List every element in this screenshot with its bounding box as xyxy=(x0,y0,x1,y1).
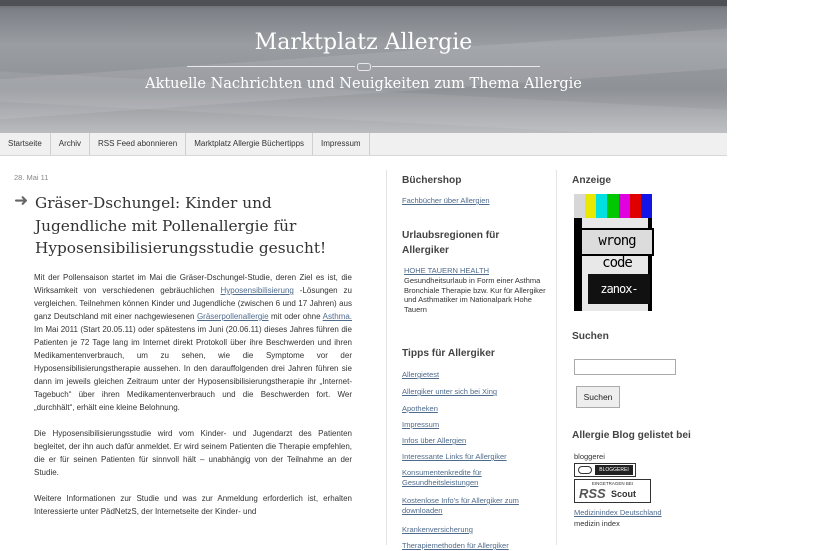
title-divider xyxy=(372,66,540,67)
test-pattern-bar xyxy=(574,194,585,218)
widget-title-gelistet: Allergie Blog gelistet bei xyxy=(572,430,691,441)
tipps-item[interactable]: Impressum xyxy=(402,420,440,429)
post-body xyxy=(34,271,352,531)
header-top-band xyxy=(0,0,727,6)
widget-title-urlaubsregionen: Urlaubsregionen für Allergiker xyxy=(402,230,500,256)
test-pattern-bar xyxy=(607,194,618,218)
nav-item-impressum[interactable]: Impressum xyxy=(313,133,370,155)
tipps-item[interactable]: Kostenlose Info's für Allergiker zum downloaden xyxy=(402,496,519,515)
medizinindex-label: medizin index xyxy=(574,519,620,528)
tipps-item[interactable]: Infos über Allergien xyxy=(402,436,467,445)
title-divider-ornament xyxy=(357,63,371,71)
test-pattern-bar xyxy=(619,194,630,218)
test-pattern-bars xyxy=(574,194,652,218)
main-navigation xyxy=(0,133,727,156)
post-date: 28. Mai 11 xyxy=(14,173,49,182)
nav-item-rss-feed[interactable]: RSS Feed abonnieren xyxy=(90,133,186,155)
tipps-item[interactable]: Krankenversicherung xyxy=(402,525,473,534)
widget-title-anzeige: Anzeige xyxy=(572,175,612,186)
scout-logo-text: Scout xyxy=(611,489,637,499)
tipps-item[interactable]: Konsumentenkredite für Gesundheitsleistungen xyxy=(402,468,482,487)
bloggerei-badge[interactable] xyxy=(574,463,636,477)
arrow-right-icon: ➜ xyxy=(14,191,29,211)
column-divider xyxy=(386,170,387,545)
tipps-item[interactable]: Allergietest xyxy=(402,370,440,379)
tipps-item[interactable]: Apotheken xyxy=(402,404,438,413)
link-asthma[interactable]: Asthma. xyxy=(322,312,352,321)
post-paragraph: Weitere Informationen zur Studie und was zur Anmeldung erforderlich ist, erhalten Interessierte unter PädNetzS, der Internetseite der Kinder- und xyxy=(34,494,352,516)
search-button[interactable]: Suchen xyxy=(576,386,620,408)
bloggerei-logo-icon xyxy=(578,466,592,474)
link-medizinindex[interactable]: Medizinindex Deutschland xyxy=(574,508,662,517)
link-graeserpollenallergie[interactable]: Gräserpollenallergie xyxy=(196,312,269,321)
widget-title-suchen: Suchen xyxy=(572,331,609,342)
link-hohe-tauern-health[interactable]: HOHE TAUERN HEALTH xyxy=(404,266,490,275)
urlaub-description: Gesundheitsurlaub in Form einer Asthma Bronchiale Therapie bzw. Kur für Allergiker und Asthmatiker im Nationalpark Hohe Tauern xyxy=(404,276,546,314)
test-pattern-bar xyxy=(641,194,652,218)
search-input[interactable] xyxy=(574,359,676,375)
link-hyposensibilisierung[interactable]: Hyposensibilisierung xyxy=(220,286,294,295)
tipps-item[interactable]: Allergiker unter sich bei Xing xyxy=(402,387,498,396)
nav-item-buchertipps[interactable]: Marktplatz Allergie Büchertipps xyxy=(186,133,313,155)
bloggerei-badge-text: BLOGGEREI xyxy=(595,465,633,475)
test-pattern-bar xyxy=(596,194,607,218)
column-divider xyxy=(556,170,557,545)
rss-scout-top-text: EINGETRAGEN BEI xyxy=(591,481,634,486)
site-header xyxy=(0,0,727,133)
rss-logo-text: RSS xyxy=(579,486,606,501)
test-pattern-bar xyxy=(585,194,596,218)
ad-affiliate-text: zanox-affiliate xyxy=(588,274,650,304)
ad-error-text: wrong code xyxy=(580,228,654,256)
site-title[interactable]: Marktplatz Allergie xyxy=(254,30,473,55)
advertisement-banner[interactable] xyxy=(574,194,652,326)
tipps-item[interactable]: Interessante Links für Allergiker xyxy=(402,452,507,461)
rss-scout-badge[interactable] xyxy=(574,479,651,503)
blog-post xyxy=(0,156,372,545)
tipps-item[interactable]: Therapiemethoden für Allergiker xyxy=(402,541,509,550)
widget-title-tipps: Tipps für Allergiker xyxy=(402,348,495,359)
site-subtitle: Aktuelle Nachrichten und Neuigkeiten zum Thema Allergie xyxy=(145,76,582,92)
title-divider xyxy=(187,66,355,67)
nav-item-startseite[interactable]: Startseite xyxy=(0,133,51,155)
post-title[interactable]: Gräser-Dschungel: Kinder und Jugendliche mit Pollenallergie für Hyposensibilisierungsstudie gesucht! xyxy=(35,194,327,257)
widget-title-buchershop: Büchershop xyxy=(402,175,462,186)
link-fachbuecher[interactable]: Fachbücher über Allergien xyxy=(402,196,490,205)
test-pattern-bar xyxy=(630,194,641,218)
bloggerei-label: bloggerei xyxy=(574,452,605,461)
post-paragraph: Die Hyposensibilisierungsstudie wird vom Kinder- und Jugendarzt des Patienten begleitet, der ihn auch dafür anmeldet. Er wird seinem Patienten die Therapie empfehlen, die er für seinen Patienten für sinnvoll hält – unabhängig von der Teilnahme an der Studie. xyxy=(34,429,352,477)
post-paragraph: Mit der Pollensaison startet im Mai die Gräser-Dschungel-Studie, deren Ziel es ist, die Wirksamkeit von verschiedenen gebräuchlichen Hyposensibilisierung -Lösungen zu vergleichen. Teilnehmen können Kinder und Jugendliche (zwischen 6 und 17 Jahren) aus ganz Deutschland mit einer nachgewiesenen Gräserpollenallergie mit oder ohne Asthma. Im Mai 2011 (Start 20.05.11) oder spätestens im Juni (20.06.11) dieses Jahres führen die Patienten je 72 Tage lang im Internet direkt Protokoll über ihre Beschwerden und ihren Medikamentenverbrauch, um zu sehen, wie die Symptome vor der Hyposensibilisierungstherapie aussehen. In den darauffolgenden drei Jahren führen sie dann im jeweils gleichen Zeitraum unter der Hyposensibilisierungstherapie ihr „Internet-Tagebuch“ über ihren Medikamentenverbrauch und die Beschwerden fort. Wer „durchhält“, erhält eine kleine Belohnung. xyxy=(34,273,353,412)
nav-item-archiv[interactable]: Archiv xyxy=(51,133,90,155)
